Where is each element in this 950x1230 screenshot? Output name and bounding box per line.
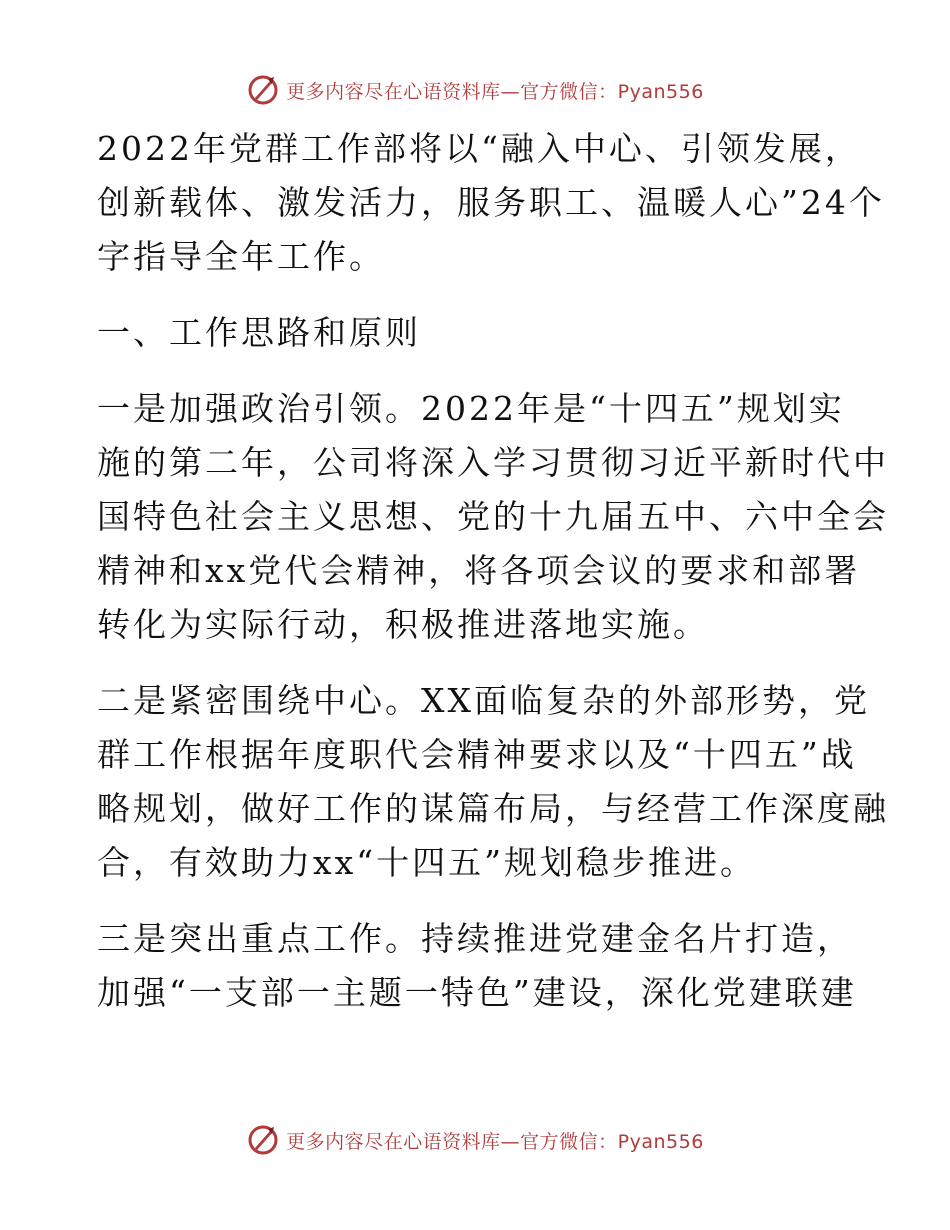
text-line: 精神和xx党代会精神，将各项会议的要求和部署 xyxy=(97,551,861,590)
paragraph-intro xyxy=(97,122,885,284)
text-line: 三是突出重点工作。持续推进党建金名片打造， xyxy=(97,919,853,958)
text-line: 略规划，做好工作的谋篇布局，与经营工作深度融 xyxy=(97,789,889,828)
text-line: 转化为实际行动，积极推进落地实施。 xyxy=(97,605,709,644)
paragraph-political-leadership xyxy=(97,382,889,652)
watermark-footer xyxy=(0,1120,950,1160)
text-line: 国特色社会主义思想、党的十九届五中、六中全会 xyxy=(97,497,889,536)
watermark-text: 更多内容尽在心语资料库—官方微信：Pyan556 xyxy=(286,1130,704,1153)
watermark-text: 更多内容尽在心语资料库—官方微信：Pyan556 xyxy=(286,80,704,103)
text-line: 加强“一支部一主题一特色”建设，深化党建联建 xyxy=(97,973,857,1012)
document-body xyxy=(97,122,889,1042)
quill-logo-icon xyxy=(246,1123,280,1157)
text-line: 二是紧密围绕中心。XX面临复杂的外部形势，党 xyxy=(97,681,870,720)
heading-line: 一、工作思路和原则 xyxy=(97,313,421,352)
text-line: 字指导全年工作。 xyxy=(97,237,385,276)
section-heading xyxy=(97,306,857,360)
text-line: 2022年党群工作部将以“融入中心、引领发展， xyxy=(97,129,861,168)
paragraph-key-work xyxy=(97,912,857,1020)
text-line: 群工作根据年度职代会精神要求以及“十四五”战 xyxy=(97,735,857,774)
text-line: 一是加强政治引领。2022年是“十四五”规划实 xyxy=(97,389,845,428)
text-line: 合，有效助力xx“十四五”规划稳步推进。 xyxy=(97,843,756,882)
text-line: 创新载体、激发活力，服务职工、温暖人心”24个 xyxy=(97,183,885,222)
text-line: 施的第二年，公司将深入学习贯彻习近平新时代中 xyxy=(97,443,889,482)
paragraph-center-focus xyxy=(97,674,889,890)
watermark-header xyxy=(0,70,950,110)
quill-logo-icon xyxy=(246,73,280,107)
